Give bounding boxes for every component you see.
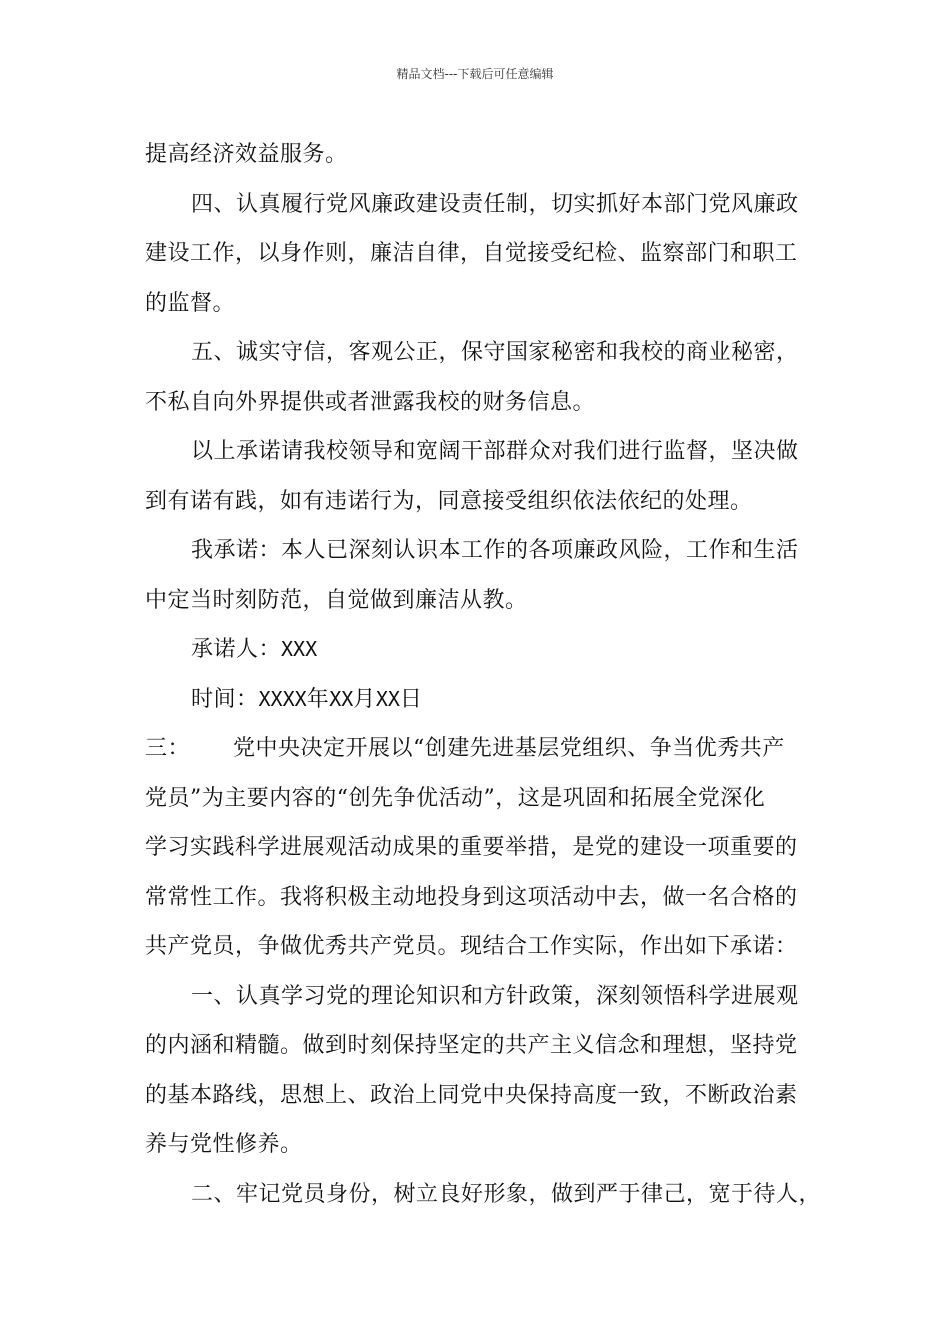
date-year-unit: 年 — [306, 686, 330, 712]
text-line: 二、牢记党员身份，树立良好形象，做到严于律己，宽于待人， — [191, 1181, 822, 1207]
signature-value: XXX — [281, 637, 318, 661]
section-three-first-line: 党中央决定开展以“创建先进基层党组织、争当优秀共产 — [233, 736, 785, 761]
date-year: XXXX — [258, 686, 307, 711]
text-line: 养与党性修养。 — [145, 1132, 303, 1157]
text-line: 的监督。 — [145, 290, 236, 316]
text-line: 的内涵和精髓。做到时刻保持坚定的共产主义信念和理想，坚持党 — [145, 1033, 798, 1058]
date-month: XX — [329, 686, 354, 711]
text-line: 提高经济效益服务。 — [145, 142, 348, 167]
document-body — [145, 130, 825, 1219]
signature-line — [145, 625, 825, 675]
section-three-heading-line — [145, 724, 825, 774]
date-day-unit: 日 — [399, 686, 423, 712]
text-line: 党员”为主要内容的“创先争优活动”，这是巩固和拓展全党深化 — [145, 785, 766, 811]
signature-label: 承诺人： — [191, 637, 282, 662]
text-line: 不私自向外界提供或者泄露我校的财务信息。 — [145, 389, 596, 415]
text-line: 常常性工作。我将积极主动地投身到这项活动中去，做一名合格的 — [145, 884, 798, 910]
text-line: 中定当时刻防范，自觉做到廉洁从教。 — [145, 587, 528, 613]
section-three-label: 三： — [145, 736, 191, 761]
text-line: 建设工作，以身作则，廉洁自律，自觉接受纪检、监察部门和职工 — [145, 241, 798, 266]
text-line: 以上承诺请我校领导和宽阔干部群众对我们进行监督，坚决做 — [191, 439, 799, 464]
text-line: 我承诺：本人已深刻认识本工作的各项廉政风险，工作和生活 — [191, 538, 799, 563]
text-line: 五、诚实守信，客观公正，保守国家秘密和我校的商业秘密， — [191, 340, 799, 365]
date-month-unit: 月 — [353, 686, 376, 712]
text-line: 一、认真学习党的理论知识和方针政策，深刻领悟科学进展观 — [191, 983, 799, 1009]
text-line: 共产党员，争做优秀共产党员。现结合工作实际，作出如下承诺： — [145, 934, 798, 959]
text-line: 的基本路线，思想上、政治上同党中央保持高度一致，不断政治素 — [145, 1082, 798, 1108]
date-label: 时间： — [191, 686, 259, 712]
text-line: 四、认真履行党风廉政建设责任制，切实抓好本部门党风廉政 — [191, 191, 799, 217]
page-header: 精品文档---下载后可任意编辑 — [396, 67, 554, 81]
text-line: 学习实践科学进展观活动成果的重要举措，是党的建设一项重要的 — [145, 835, 798, 860]
date-day: XX — [375, 686, 400, 711]
text-line: 到有诺有践，如有违诺行为，同意接受组织依法依纪的处理。 — [145, 488, 753, 514]
date-line — [145, 675, 825, 725]
